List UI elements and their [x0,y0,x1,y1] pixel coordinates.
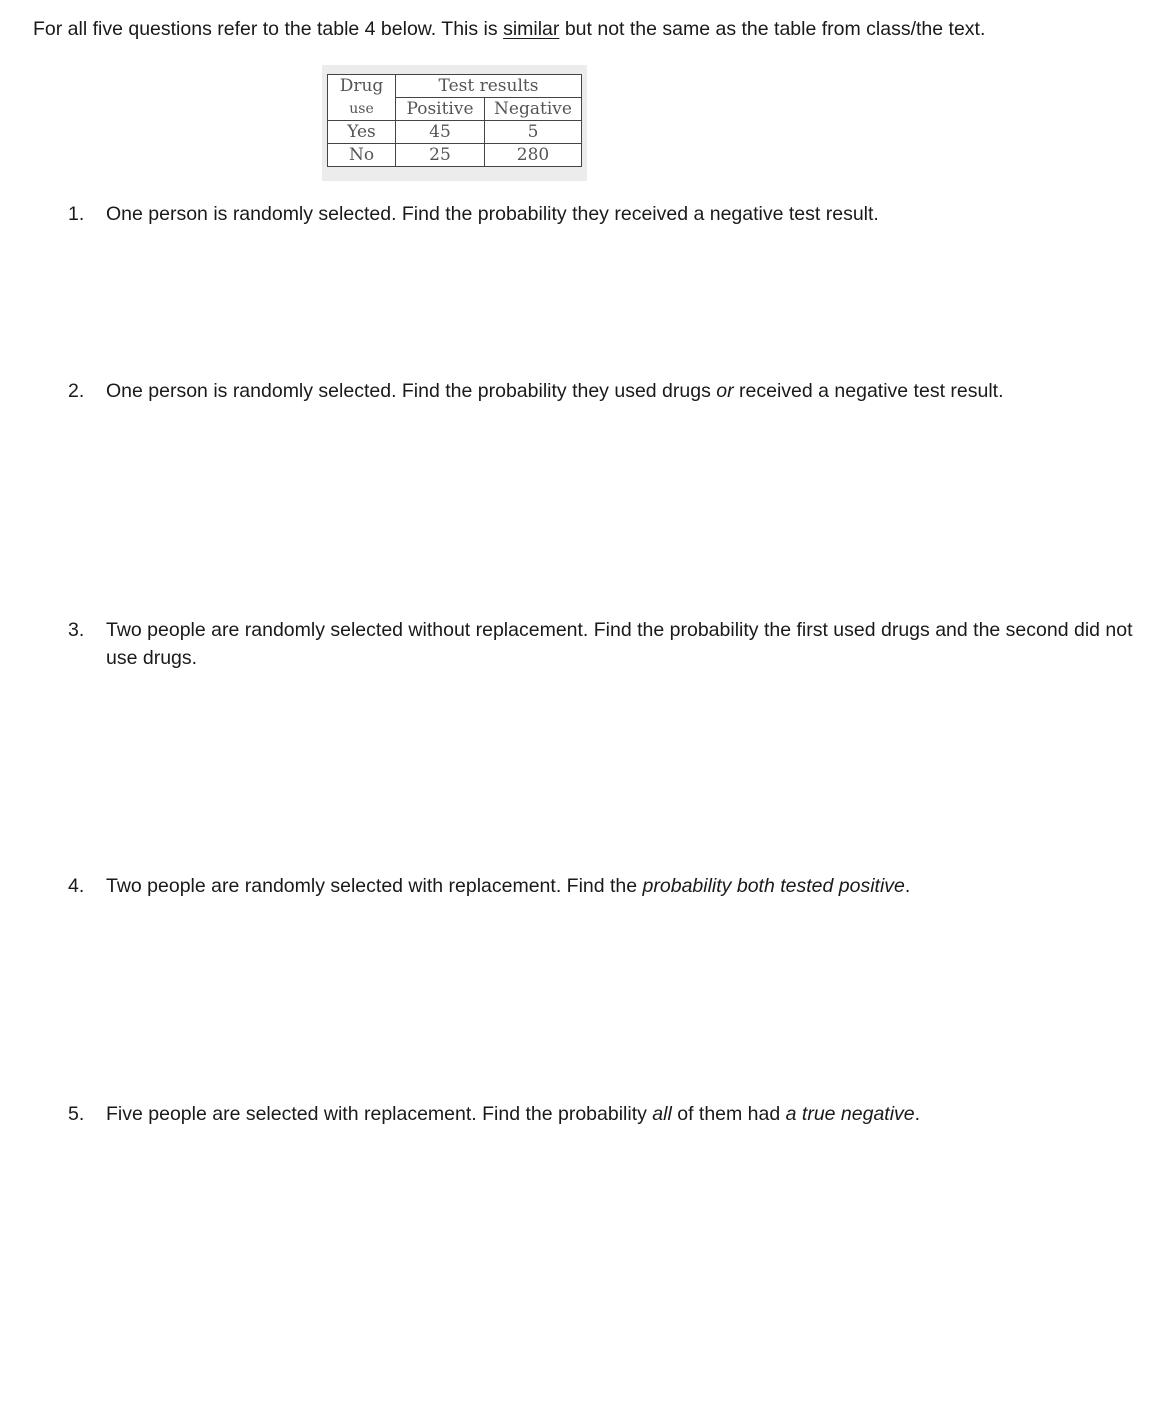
question-text [106,872,1138,900]
cell-no-positive: 25 [396,144,485,167]
question-number: 4. [68,875,85,897]
drug-test-table-image [322,65,587,181]
question-text-emphasis: probability both tested positive [642,875,905,897]
question-3 [68,616,1138,672]
table-row [328,144,582,167]
question-text-part: of them had [671,1103,786,1125]
intro-text-before: For all five questions refer to the table 4 below. This is [33,18,504,40]
question-text-part: One person is randomly selected. Find the probability they used drugs [106,380,717,402]
table-row [328,121,582,144]
question-4 [68,872,1138,900]
question-text [106,377,1138,405]
question-text-part: . [904,875,911,897]
question-number: 3. [68,619,85,641]
question-2 [68,377,1138,405]
question-text-part: . [914,1103,921,1125]
question-text-emphasis: all [652,1103,672,1125]
question-text-emphasis: a true negative [785,1103,915,1125]
instructions-text [33,18,985,41]
question-1 [68,200,1138,228]
cell-yes-negative: 5 [485,121,582,144]
col-header-positive: Positive [396,98,485,121]
intro-underlined-word: similar [503,18,560,40]
col-header-negative: Negative [485,98,582,121]
question-text-part: Five people are selected with replacement. Find the probability [106,1103,653,1125]
question-text: One person is randomly selected. Find the probability they received a negative test result. [106,203,879,225]
row-header-drug: Drug [328,75,396,98]
group-header-test-results: Test results [396,75,582,98]
question-number: 5. [68,1103,85,1125]
row-header-use: use [328,98,396,121]
cell-yes-positive: 45 [396,121,485,144]
question-5 [68,1100,1138,1128]
cell-no-negative: 280 [485,144,582,167]
question-text: Two people are randomly selected without replacement. Find the probability the first used drugs and the second did not use drugs. [106,619,1133,669]
drug-test-table [327,74,582,167]
row-label-yes: Yes [328,121,396,144]
question-text-emphasis: or [716,380,734,402]
row-label-no: No [328,144,396,167]
question-number: 2. [68,380,85,402]
question-text [106,1100,1138,1128]
intro-text-after: but not the same as the table from class/the text. [559,18,986,40]
question-number: 1. [68,203,85,225]
question-text-part: Two people are randomly selected with replacement. Find the [106,875,643,897]
question-text-part: received a negative test result. [733,380,1004,402]
